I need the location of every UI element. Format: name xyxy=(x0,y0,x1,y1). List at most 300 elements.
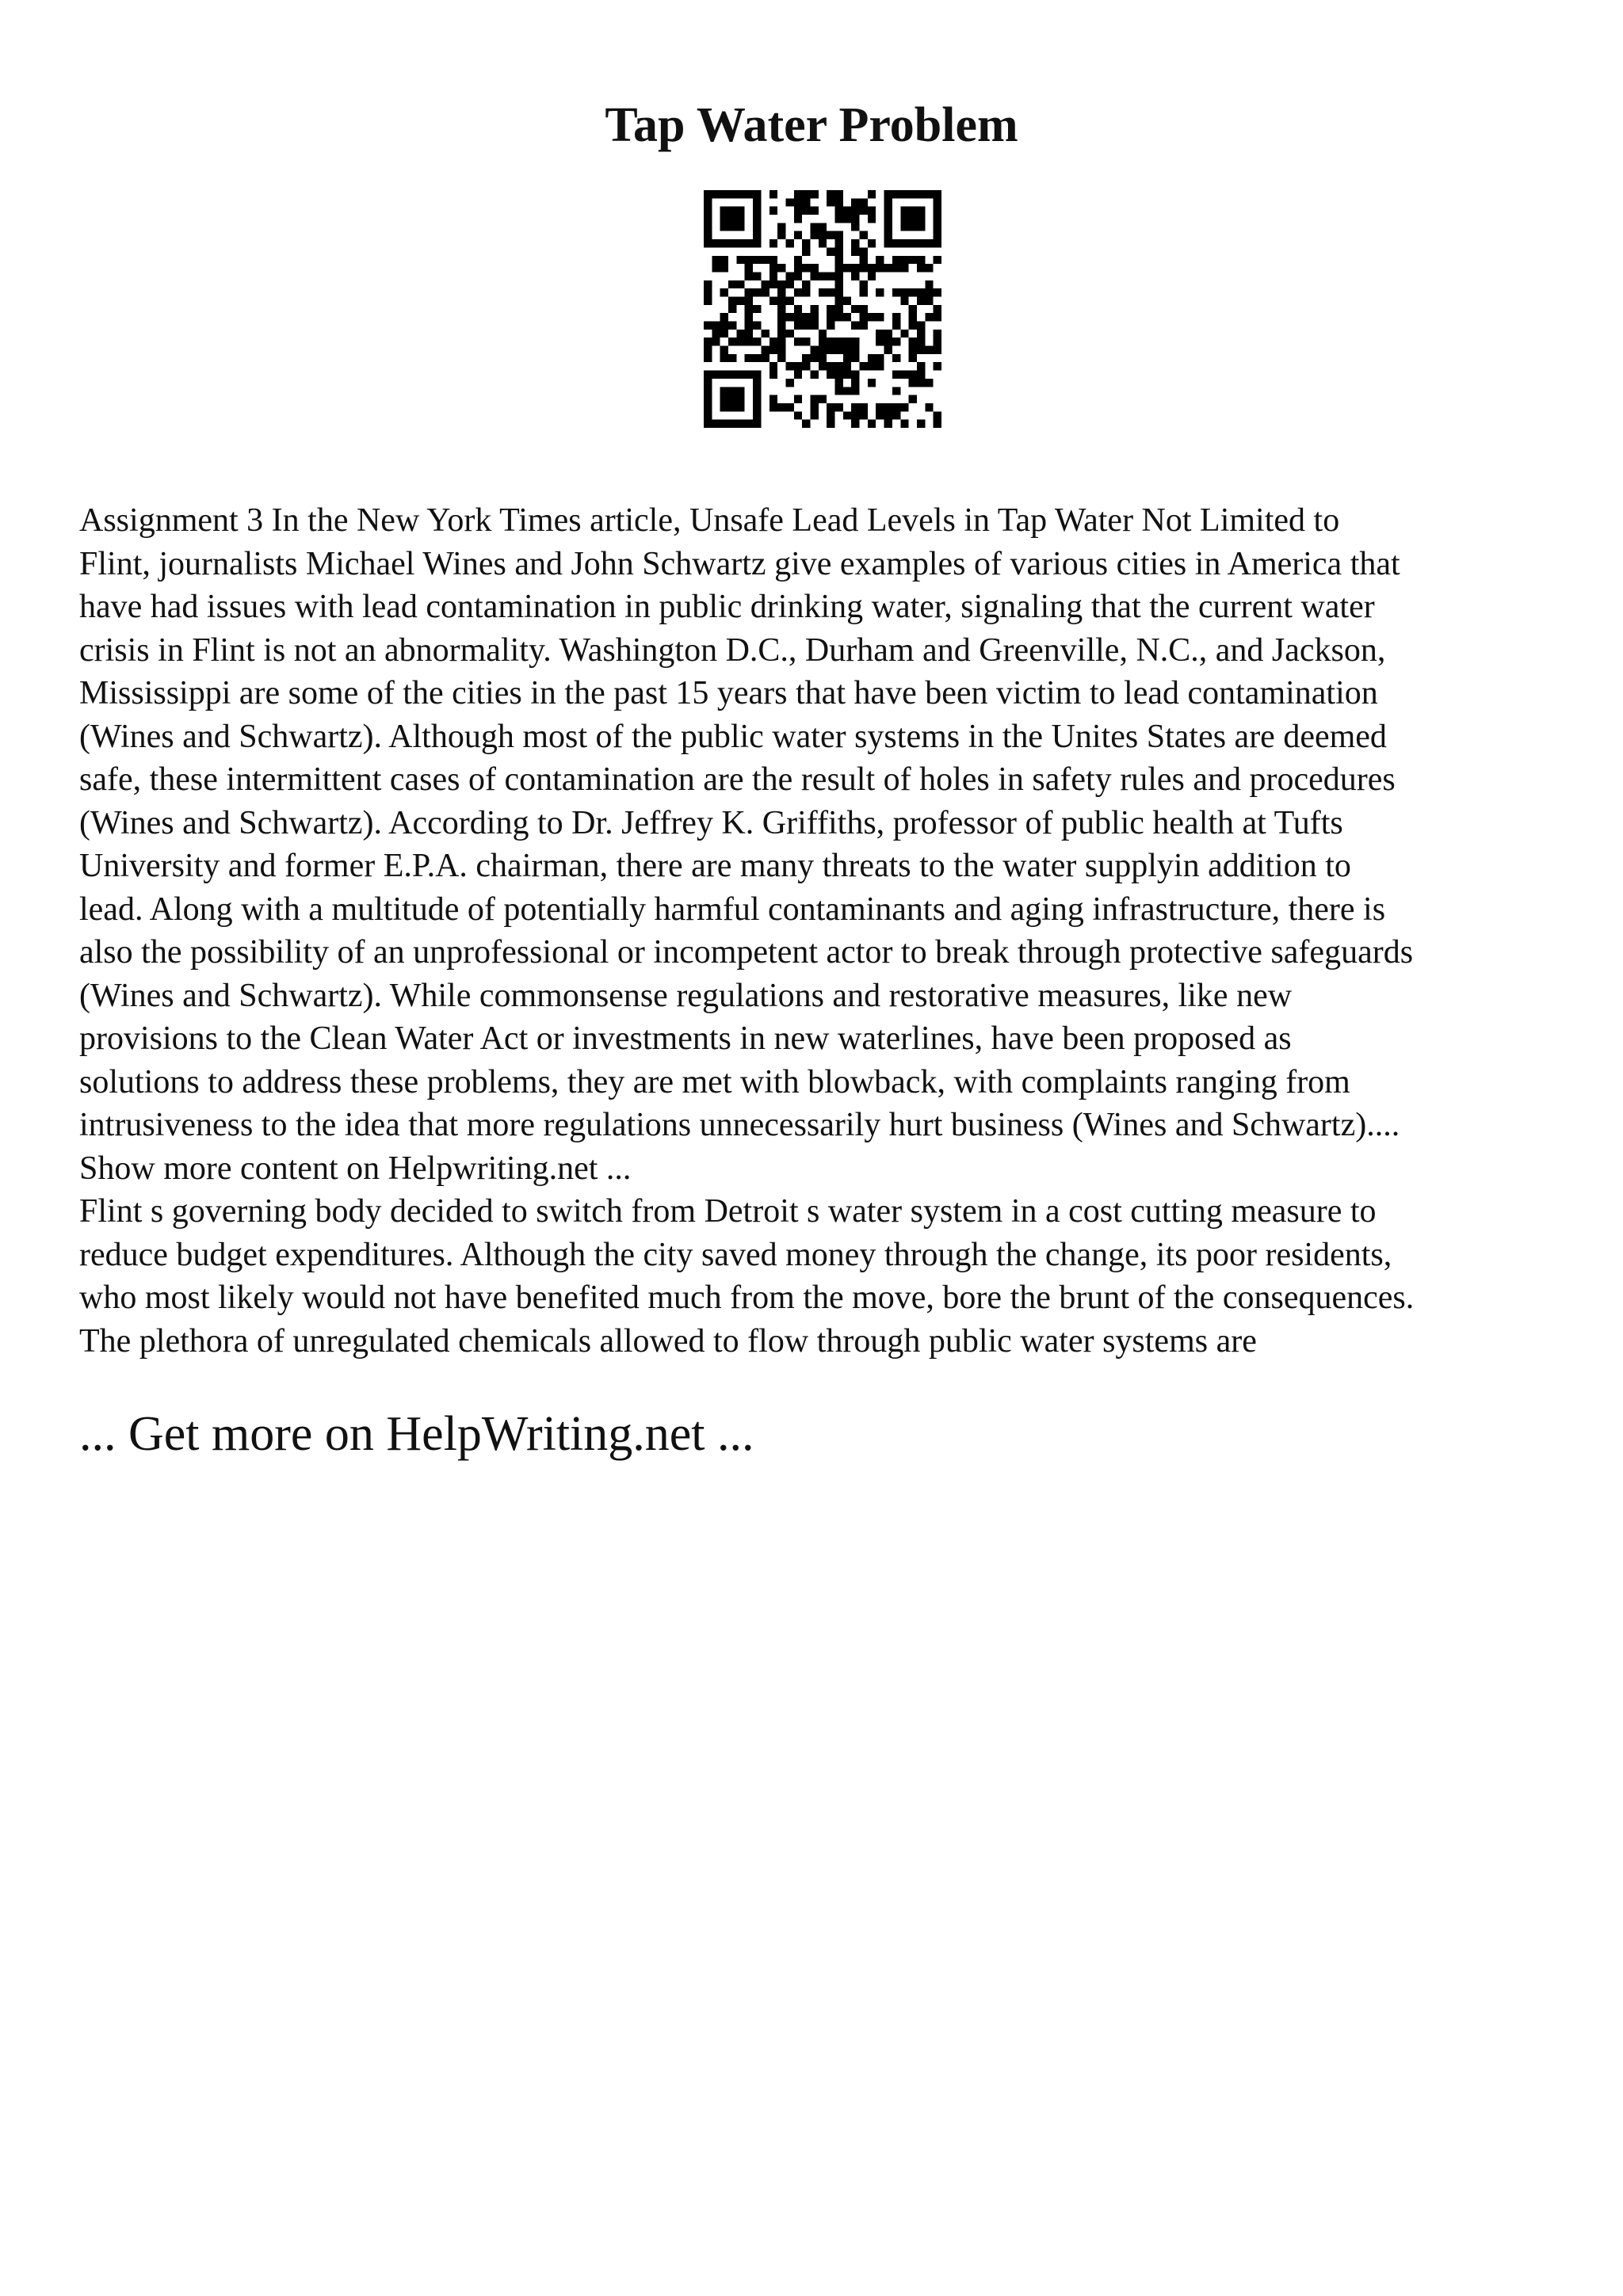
qr-module xyxy=(909,338,917,345)
qr-module xyxy=(712,330,720,338)
qr-module xyxy=(712,256,720,264)
body-line: (Wines and Schwartz). While commonsense regulations and restorative measures, like new xyxy=(79,977,1293,1014)
qr-module xyxy=(728,223,736,231)
qr-module xyxy=(843,371,851,379)
qr-module xyxy=(934,231,941,239)
qr-module xyxy=(934,330,941,338)
qr-module xyxy=(917,215,925,223)
qr-module xyxy=(851,322,859,330)
qr-module xyxy=(753,272,761,280)
qr-module xyxy=(745,305,753,313)
qr-module xyxy=(802,322,810,330)
qr-code-image xyxy=(704,190,941,428)
qr-module xyxy=(876,338,884,345)
qr-module xyxy=(704,371,712,379)
qr-module xyxy=(884,239,892,247)
qr-module xyxy=(900,288,908,296)
qr-module xyxy=(925,239,933,247)
qr-module xyxy=(868,420,876,428)
qr-module xyxy=(802,354,810,362)
qr-module xyxy=(835,338,843,345)
qr-module xyxy=(917,322,925,330)
qr-module xyxy=(728,215,736,223)
body-line: intrusiveness to the idea that more regulations unnecessarily hurt business (Wines and Schwartz).... xyxy=(79,1107,1400,1143)
qr-module xyxy=(802,313,810,321)
qr-module xyxy=(827,190,834,198)
qr-module xyxy=(851,247,859,255)
qr-module xyxy=(917,288,925,296)
qr-module xyxy=(720,223,728,231)
qr-module xyxy=(753,288,761,296)
qr-module xyxy=(794,288,802,296)
qr-module xyxy=(835,207,843,215)
qr-module xyxy=(753,256,761,264)
qr-module xyxy=(736,371,744,379)
qr-module xyxy=(835,198,843,206)
qr-module xyxy=(720,215,728,223)
qr-module xyxy=(753,395,761,403)
qr-module xyxy=(851,338,859,345)
qr-module xyxy=(900,207,908,215)
qr-module xyxy=(802,247,810,255)
qr-module xyxy=(835,313,843,321)
qr-module xyxy=(720,371,728,379)
qr-module xyxy=(769,296,777,304)
qr-module xyxy=(802,198,810,206)
qr-module xyxy=(720,264,728,272)
qr-module xyxy=(794,411,802,419)
qr-module xyxy=(810,371,818,379)
qr-module xyxy=(728,280,736,288)
qr-module xyxy=(819,338,827,345)
qr-module xyxy=(892,387,900,395)
qr-module xyxy=(704,322,712,330)
qr-module xyxy=(785,403,793,411)
qr-module xyxy=(810,272,818,280)
body-line: solutions to address these problems, they are met with blowback, with complaints ranging from xyxy=(79,1063,1350,1100)
qr-module xyxy=(925,296,933,304)
qr-module xyxy=(769,395,777,403)
qr-module xyxy=(794,305,802,313)
qr-module xyxy=(876,313,884,321)
qr-module xyxy=(802,264,810,272)
qr-module xyxy=(794,215,802,223)
qr-module xyxy=(843,207,851,215)
qr-module xyxy=(884,346,892,354)
qr-module xyxy=(753,190,761,198)
qr-module xyxy=(720,288,728,296)
qr-module xyxy=(712,420,720,428)
qr-module xyxy=(884,231,892,239)
qr-module xyxy=(851,354,859,362)
qr-module xyxy=(736,190,744,198)
get-more-link[interactable]: ... Get more on HelpWriting.net ... xyxy=(79,1407,754,1461)
qr-module xyxy=(909,379,917,387)
qr-module xyxy=(728,371,736,379)
qr-module xyxy=(753,207,761,215)
qr-module xyxy=(769,190,777,198)
qr-module xyxy=(892,288,900,296)
qr-code xyxy=(704,190,941,428)
qr-module xyxy=(843,264,851,272)
qr-module xyxy=(745,190,753,198)
qr-module xyxy=(843,362,851,370)
qr-module xyxy=(704,223,712,231)
qr-module xyxy=(728,354,736,362)
qr-module xyxy=(704,354,712,362)
qr-module xyxy=(909,305,917,313)
qr-module xyxy=(745,272,753,280)
qr-module xyxy=(794,264,802,272)
qr-module xyxy=(810,231,818,239)
qr-module xyxy=(794,207,802,215)
qr-module xyxy=(900,371,908,379)
qr-module xyxy=(777,305,785,313)
qr-module xyxy=(712,371,720,379)
qr-module xyxy=(712,264,720,272)
qr-module xyxy=(868,215,876,223)
qr-module xyxy=(810,403,818,411)
qr-module xyxy=(835,371,843,379)
qr-module xyxy=(876,330,884,338)
qr-module xyxy=(884,207,892,215)
qr-module xyxy=(753,305,761,313)
qr-module xyxy=(934,190,941,198)
qr-module xyxy=(785,280,793,288)
body-line: reduce budget expenditures. Although the city saved money through the change, its poor residents, xyxy=(79,1236,1392,1273)
qr-module xyxy=(785,313,793,321)
qr-module xyxy=(917,371,925,379)
show-more-line[interactable]: Show more content on Helpwriting.net ... xyxy=(79,1150,632,1187)
qr-module xyxy=(892,411,900,419)
qr-module xyxy=(777,296,785,304)
qr-module xyxy=(917,296,925,304)
qr-module xyxy=(769,338,777,345)
qr-module xyxy=(835,305,843,313)
qr-module xyxy=(843,346,851,354)
qr-module xyxy=(925,280,933,288)
qr-module xyxy=(712,190,720,198)
qr-module xyxy=(934,207,941,215)
qr-module xyxy=(785,362,793,370)
qr-module xyxy=(909,371,917,379)
qr-module xyxy=(769,280,777,288)
qr-module xyxy=(860,280,868,288)
qr-module xyxy=(720,322,728,330)
qr-module xyxy=(777,346,785,354)
qr-module xyxy=(753,223,761,231)
qr-module xyxy=(753,239,761,247)
qr-module xyxy=(827,198,834,206)
body-line: (Wines and Schwartz). Although most of the public water systems in the Unites States are deemed xyxy=(79,718,1387,755)
qr-module xyxy=(827,403,834,411)
qr-module xyxy=(810,305,818,313)
qr-module xyxy=(843,411,851,419)
qr-module xyxy=(934,256,941,264)
qr-module xyxy=(917,338,925,345)
qr-module xyxy=(876,362,884,370)
qr-module xyxy=(728,387,736,395)
qr-module xyxy=(769,272,777,280)
qr-module xyxy=(785,272,793,280)
qr-module xyxy=(876,354,884,362)
qr-module xyxy=(868,362,876,370)
qr-module xyxy=(753,371,761,379)
qr-module xyxy=(835,239,843,247)
qr-module xyxy=(851,420,859,428)
body-line: also the possibility of an unprofessional or incompetent actor to break through protective safeguards xyxy=(79,934,1414,971)
qr-module xyxy=(777,322,785,330)
qr-module xyxy=(753,215,761,223)
qr-module xyxy=(835,296,843,304)
qr-module xyxy=(785,379,793,387)
qr-module xyxy=(835,272,843,280)
qr-module xyxy=(704,387,712,395)
qr-module xyxy=(728,403,736,411)
qr-module xyxy=(900,403,908,411)
qr-module xyxy=(917,207,925,215)
qr-module xyxy=(753,379,761,387)
qr-module xyxy=(851,379,859,387)
qr-module xyxy=(736,395,744,403)
qr-module xyxy=(810,411,818,419)
qr-module xyxy=(819,354,827,362)
qr-module xyxy=(917,362,925,370)
qr-module xyxy=(934,288,941,296)
qr-module xyxy=(909,354,917,362)
qr-module xyxy=(802,207,810,215)
qr-module xyxy=(892,371,900,379)
qr-module xyxy=(884,215,892,223)
qr-module xyxy=(917,420,925,428)
qr-module xyxy=(909,223,917,231)
qr-module xyxy=(909,190,917,198)
qr-module xyxy=(736,215,744,223)
qr-module xyxy=(802,338,810,345)
qr-module xyxy=(728,305,736,313)
body-line: crisis in Flint is not an abnormality. Washington D.C., Durham and Greenville, N.C., and Jackson, xyxy=(79,631,1386,669)
qr-module xyxy=(917,256,925,264)
qr-module xyxy=(934,215,941,223)
qr-module xyxy=(794,272,802,280)
qr-module xyxy=(777,330,785,338)
qr-module xyxy=(843,313,851,321)
body-line: (Wines and Schwartz). According to Dr. Jeffrey K. Griffiths, professor of public health at Tufts xyxy=(79,804,1343,841)
qr-module xyxy=(909,215,917,223)
qr-module xyxy=(860,305,868,313)
qr-module xyxy=(704,231,712,239)
qr-module xyxy=(728,420,736,428)
qr-module xyxy=(777,338,785,345)
qr-module xyxy=(753,354,761,362)
qr-module xyxy=(712,239,720,247)
qr-module xyxy=(835,346,843,354)
qr-module xyxy=(736,420,744,428)
qr-module xyxy=(835,247,843,255)
qr-module xyxy=(704,198,712,206)
qr-module xyxy=(851,207,859,215)
qr-module xyxy=(745,371,753,379)
qr-module xyxy=(900,420,908,428)
qr-module xyxy=(909,288,917,296)
qr-module xyxy=(728,322,736,330)
qr-module xyxy=(843,338,851,345)
qr-module xyxy=(909,346,917,354)
qr-module xyxy=(892,403,900,411)
qr-module xyxy=(917,330,925,338)
qr-module xyxy=(917,223,925,231)
qr-module xyxy=(925,264,933,272)
qr-module xyxy=(884,330,892,338)
body-line: Mississippi are some of the cities in the past 15 years that have been victim to lead contamination xyxy=(79,675,1378,711)
qr-module xyxy=(934,223,941,231)
qr-module xyxy=(761,256,769,264)
qr-module xyxy=(851,305,859,313)
qr-module xyxy=(720,403,728,411)
qr-module xyxy=(827,411,834,419)
qr-module xyxy=(720,313,728,321)
body-line: The plethora of unregulated chemicals allowed to flow through public water systems are xyxy=(79,1322,1257,1360)
qr-module xyxy=(892,190,900,198)
qr-module xyxy=(745,264,753,272)
qr-module xyxy=(835,256,843,264)
qr-module xyxy=(917,239,925,247)
qr-module xyxy=(934,239,941,247)
qr-module xyxy=(835,403,843,411)
qr-module xyxy=(777,403,785,411)
qr-module xyxy=(909,256,917,264)
qr-module xyxy=(728,296,736,304)
qr-module xyxy=(769,256,777,264)
qr-module xyxy=(794,362,802,370)
qr-module xyxy=(884,264,892,272)
qr-module xyxy=(860,288,868,296)
qr-module xyxy=(704,411,712,419)
qr-module xyxy=(720,256,728,264)
qr-module xyxy=(909,239,917,247)
qr-module xyxy=(794,256,802,264)
qr-module xyxy=(835,264,843,272)
qr-module xyxy=(761,288,769,296)
qr-module xyxy=(925,190,933,198)
qr-module xyxy=(892,354,900,362)
qr-module xyxy=(794,338,802,345)
qr-module xyxy=(728,338,736,345)
body-line: who most likely would not have benefited much from the move, bore the brunt of the consequences. xyxy=(79,1280,1415,1316)
qr-module xyxy=(892,313,900,321)
qr-module xyxy=(900,256,908,264)
qr-module xyxy=(736,387,744,395)
qr-module xyxy=(892,322,900,330)
qr-module xyxy=(736,296,744,304)
qr-module xyxy=(810,190,818,198)
qr-module xyxy=(745,322,753,330)
qr-module xyxy=(720,239,728,247)
qr-module xyxy=(753,420,761,428)
qr-module xyxy=(843,387,851,395)
qr-module xyxy=(794,231,802,239)
qr-module xyxy=(712,322,720,330)
qr-module xyxy=(704,338,712,345)
qr-module xyxy=(835,288,843,296)
qr-module xyxy=(704,215,712,223)
qr-module xyxy=(925,379,933,387)
qr-module xyxy=(917,346,925,354)
qr-module xyxy=(810,322,818,330)
qr-module xyxy=(819,362,827,370)
qr-module xyxy=(720,346,728,354)
qr-module xyxy=(827,288,834,296)
qr-module xyxy=(851,198,859,206)
qr-module xyxy=(925,313,933,321)
qr-module xyxy=(835,231,843,239)
qr-module xyxy=(819,239,827,247)
qr-module xyxy=(761,330,769,338)
qr-module xyxy=(777,313,785,321)
qr-module xyxy=(884,198,892,206)
qr-module xyxy=(851,371,859,379)
qr-module xyxy=(728,395,736,403)
qr-module xyxy=(728,239,736,247)
qr-module xyxy=(819,330,827,338)
qr-module xyxy=(802,288,810,296)
qr-module xyxy=(810,223,818,231)
qr-module xyxy=(794,371,802,379)
qr-module xyxy=(761,354,769,362)
qr-module xyxy=(819,288,827,296)
qr-module xyxy=(720,330,728,338)
qr-module xyxy=(819,346,827,354)
qr-module xyxy=(736,330,744,338)
qr-module xyxy=(794,313,802,321)
qr-module xyxy=(794,198,802,206)
qr-module xyxy=(769,346,777,354)
qr-module xyxy=(761,346,769,354)
qr-module xyxy=(810,395,818,403)
qr-module xyxy=(736,223,744,231)
qr-module xyxy=(860,411,868,419)
qr-module xyxy=(868,272,876,280)
qr-module xyxy=(802,362,810,370)
qr-module xyxy=(810,354,818,362)
qr-module xyxy=(884,420,892,428)
qr-module xyxy=(851,215,859,223)
qr-module xyxy=(728,190,736,198)
qr-module xyxy=(934,305,941,313)
qr-module xyxy=(827,420,834,428)
qr-module xyxy=(745,313,753,321)
qr-module xyxy=(892,338,900,345)
qr-module xyxy=(851,239,859,247)
qr-module xyxy=(900,296,908,304)
qr-module xyxy=(827,322,834,330)
article-body xyxy=(79,499,1577,1363)
qr-module xyxy=(868,354,876,362)
qr-module xyxy=(819,272,827,280)
qr-module xyxy=(745,296,753,304)
qr-module xyxy=(860,198,868,206)
qr-module xyxy=(728,207,736,215)
qr-module xyxy=(794,322,802,330)
qr-module xyxy=(794,190,802,198)
qr-module xyxy=(720,387,728,395)
qr-module xyxy=(917,379,925,387)
qr-module xyxy=(892,264,900,272)
body-line: have had issues with lead contamination in public drinking water, signaling that the current water xyxy=(79,589,1375,625)
body-line: provisions to the Clean Water Act or investments in new waterlines, have been proposed as xyxy=(79,1020,1292,1057)
qr-module xyxy=(860,256,868,264)
qr-module xyxy=(909,207,917,215)
